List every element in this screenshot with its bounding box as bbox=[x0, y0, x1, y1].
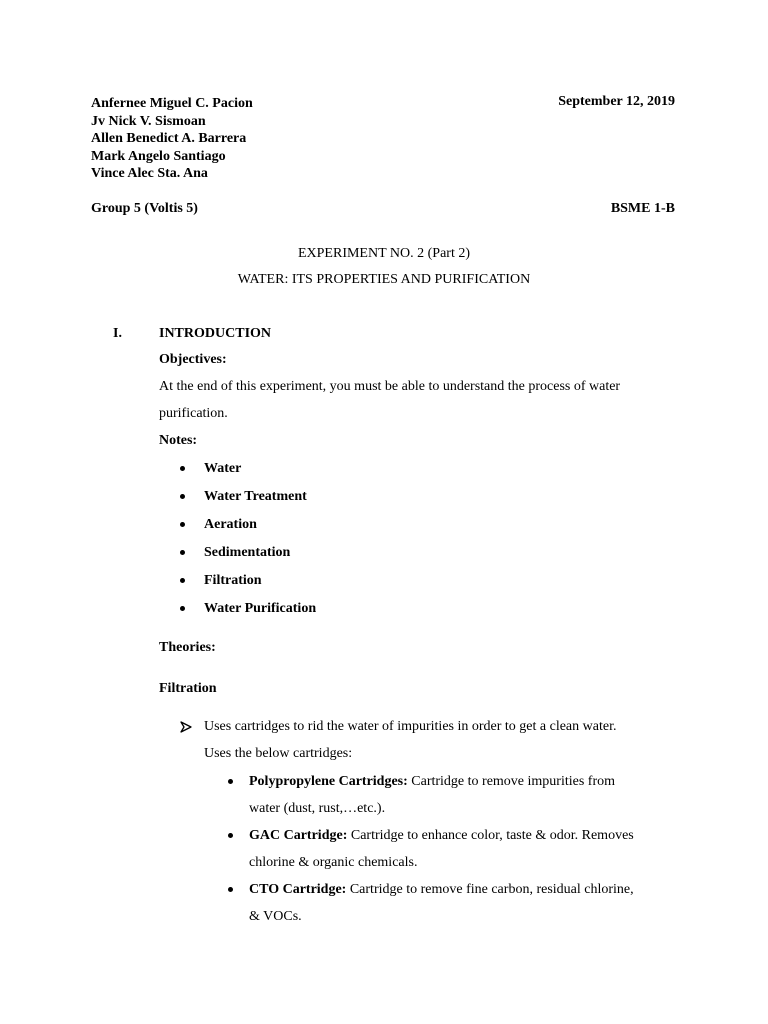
author-name: Vince Alec Sta. Ana bbox=[91, 166, 208, 181]
cartridge-desc: Cartridge to remove impurities from bbox=[407, 774, 616, 789]
list-item bbox=[249, 775, 615, 789]
author-name: Mark Angelo Santiago bbox=[91, 148, 226, 164]
list-item bbox=[249, 829, 634, 843]
author-list bbox=[91, 95, 253, 183]
list-item: Filtration bbox=[204, 573, 262, 588]
bullet-icon bbox=[227, 886, 235, 894]
bullet-icon bbox=[227, 778, 235, 786]
cartridge-name: GAC Cartridge: bbox=[249, 828, 348, 843]
bullet-icon bbox=[179, 521, 187, 529]
notes-label: Notes: bbox=[159, 433, 198, 448]
objectives-text: At the end of this experiment, you must be able to understand the process of water bbox=[159, 379, 621, 394]
cartridge-name: Polypropylene Cartridges: bbox=[249, 774, 408, 789]
report-date: September 12, 2019 bbox=[558, 94, 675, 109]
arrow-bullet-icon bbox=[180, 721, 192, 733]
cartridge-desc-cont: water (dust, rust,…etc.). bbox=[249, 801, 386, 816]
bullet-icon bbox=[179, 465, 187, 473]
filtration-heading: Filtration bbox=[159, 681, 217, 696]
section-numeral: I. bbox=[113, 326, 122, 341]
bullet-icon bbox=[179, 549, 187, 557]
list-item: Sedimentation bbox=[204, 545, 291, 560]
bullet-icon bbox=[179, 605, 187, 613]
list-item: Water Purification bbox=[204, 601, 317, 616]
filtration-text: Uses cartridges to rid the water of impurities in order to get a clean water. bbox=[204, 719, 617, 734]
author-name: Allen Benedict A. Barrera bbox=[91, 131, 247, 146]
list-item: Aeration bbox=[204, 517, 257, 532]
author-name: Anfernee Miguel C. Pacion bbox=[91, 96, 253, 111]
section-label: BSME 1-B bbox=[610, 201, 675, 216]
bullet-icon bbox=[179, 493, 187, 501]
cartridge-name: CTO Cartridge: bbox=[249, 882, 347, 897]
cartridge-desc-cont: & VOCs. bbox=[249, 909, 302, 924]
group-name: Group 5 (Voltis 5) bbox=[91, 201, 198, 216]
list-item: Water Treatment bbox=[204, 489, 307, 504]
objectives-text-cont: purification. bbox=[159, 406, 228, 421]
experiment-subtitle: WATER: ITS PROPERTIES AND PURIFICATION bbox=[237, 272, 531, 287]
theories-label: Theories: bbox=[159, 640, 216, 655]
bullet-icon bbox=[227, 832, 235, 840]
section-heading: INTRODUCTION bbox=[159, 326, 272, 341]
list-item: Water bbox=[204, 461, 242, 476]
cartridge-desc-cont: chlorine & organic chemicals. bbox=[249, 855, 418, 870]
experiment-title: EXPERIMENT NO. 2 (Part 2) bbox=[297, 246, 470, 261]
filtration-text-cont: Uses the below cartridges: bbox=[204, 746, 353, 761]
cartridge-desc: Cartridge to remove fine carbon, residual chlorine, bbox=[346, 882, 634, 897]
list-item bbox=[249, 883, 634, 897]
bullet-icon bbox=[179, 577, 187, 585]
author-name: Jv Nick V. Sismoan bbox=[91, 113, 206, 129]
objectives-label: Objectives: bbox=[159, 352, 227, 367]
cartridge-desc: Cartridge to enhance color, taste & odor. Removes bbox=[347, 828, 634, 843]
